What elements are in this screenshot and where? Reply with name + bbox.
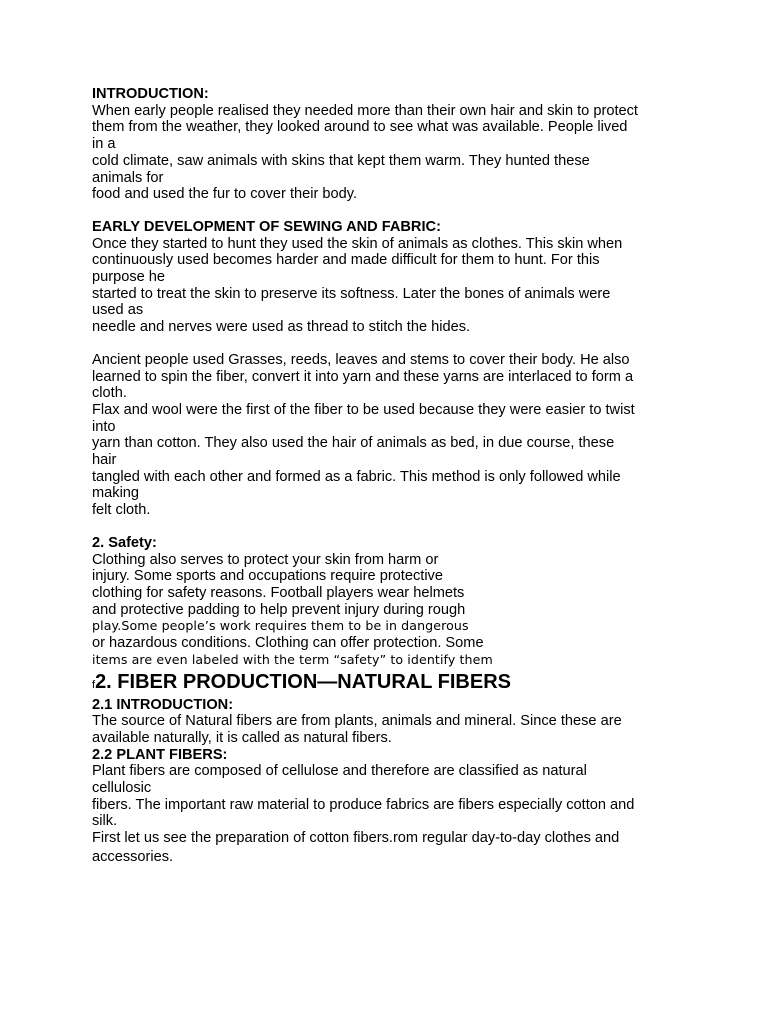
text-line: items are even labeled with the term “safety” to identify them xyxy=(92,651,493,667)
text-line: clothing for safety reasons. Football players wear helmets xyxy=(92,584,465,601)
text-line: Clothing also serves to protect your skin from harm or xyxy=(92,551,439,568)
text-line: available naturally, it is called as natural fibers. xyxy=(92,729,392,746)
text-line: tangled with each other and formed as a fabric. This method is only followed while xyxy=(92,468,621,485)
document-page xyxy=(92,86,692,867)
ancient-people-paragraph xyxy=(92,352,692,519)
text-line: animals for xyxy=(92,169,164,186)
safety-paragraph xyxy=(92,552,692,669)
text-line: accessories. xyxy=(92,848,174,865)
sub-introduction-paragraph xyxy=(92,713,692,746)
safety-heading: 2. Safety: xyxy=(92,534,157,551)
text-line: silk. xyxy=(92,813,118,830)
text-line: felt cloth. xyxy=(92,502,151,519)
text-line: Ancient people used Grasses, reeds, leaves and stems to cover their body. He also xyxy=(92,351,630,368)
text-line: cellulosic xyxy=(92,780,152,797)
early-development-heading: EARLY DEVELOPMENT OF SEWING AND FABRIC: xyxy=(92,218,441,235)
text-line: cold climate, saw animals with skins that kept them warm. They hunted these xyxy=(92,152,590,169)
text-line: Plant fibers are composed of cellulose and therefore are classified as natural xyxy=(92,763,587,780)
text-line: Once they started to hunt they used the skin of animals as clothes. This skin when xyxy=(92,235,623,252)
text-line: When early people realised they needed more than their own hair and skin to protect xyxy=(92,102,638,119)
text-line: yarn than cotton. They also used the hair of animals as bed, in due course, these xyxy=(92,435,615,452)
text-line: hair xyxy=(92,452,117,469)
text-line: them from the weather, they looked around to see what was available. People lived xyxy=(92,119,628,136)
text-line: in a xyxy=(92,136,116,153)
text-line: purpose he xyxy=(92,269,166,286)
text-line: learned to spin the fiber, convert it into yarn and these yarns are interlaced to form a xyxy=(92,368,634,385)
text-line: First let us see the preparation of cotton fibers.rom regular day-to-day clothes and xyxy=(92,830,620,847)
text-line: started to treat the skin to preserve its softness. Later the bones of animals were xyxy=(92,285,611,302)
text-line: continuously used becomes harder and made difficult for them to hunt. For this xyxy=(92,252,600,269)
intro-heading: INTRODUCTION: xyxy=(92,86,209,102)
heading-text: 2. FIBER PRODUCTION—NATURAL FIBERS xyxy=(95,670,511,693)
heading-prefix: f xyxy=(92,678,96,691)
text-line: making xyxy=(92,485,140,502)
fiber-production-heading xyxy=(92,670,692,697)
text-line: The source of Natural fibers are from plants, animals and mineral. Since these are xyxy=(92,713,622,730)
text-line: and protective padding to help prevent injury during rough xyxy=(92,601,466,618)
text-line: play.Some people’s work requires them to be in dangerous xyxy=(92,618,469,634)
plant-fibers-heading: 2.2 PLANT FIBERS: xyxy=(92,746,228,763)
plant-fibers-paragraph xyxy=(92,763,692,867)
text-line: into xyxy=(92,418,116,435)
sub-introduction-heading: 2.1 INTRODUCTION: xyxy=(92,696,234,713)
text-line: injury. Some sports and occupations require protective xyxy=(92,568,443,585)
early-development-paragraph xyxy=(92,236,692,336)
text-line: Flax and wool were the first of the fiber to be used because they were easier to twist xyxy=(92,401,635,418)
text-line: cloth. xyxy=(92,385,127,402)
text-line: food and used the fur to cover their body. xyxy=(92,186,358,203)
text-line: used as xyxy=(92,302,144,319)
text-line: fibers. The important raw material to produce fabrics are fibers especially cotton and xyxy=(92,796,635,813)
text-line: or hazardous conditions. Clothing can offer protection. Some xyxy=(92,635,484,652)
text-line: needle and nerves were used as thread to stitch the hides. xyxy=(92,319,471,336)
intro-paragraph xyxy=(92,103,692,203)
